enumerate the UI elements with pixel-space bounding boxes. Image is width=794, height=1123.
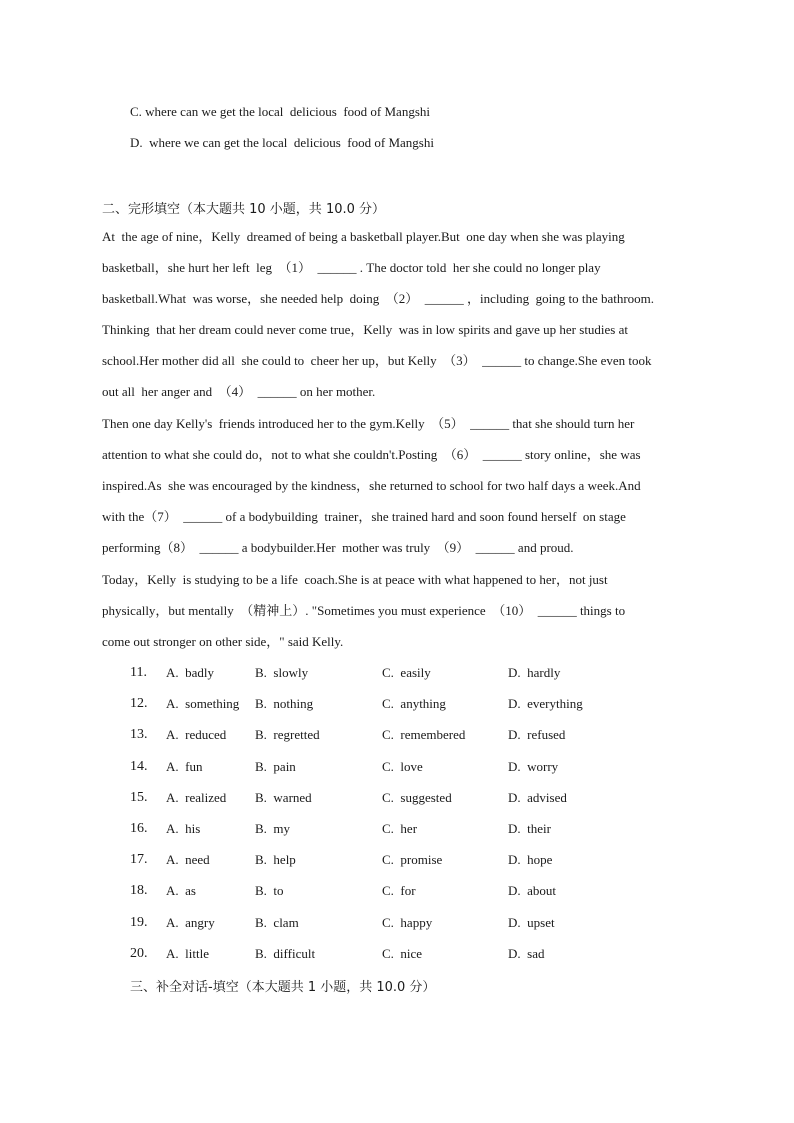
- passage-line: performing（8） ______ a bodybuilder.Her mother was truly （9） ______ and proud.: [102, 540, 574, 555]
- option-d: D. hardly: [508, 665, 561, 680]
- passage-line: Today，Kelly is studying to be a life coach.She is at peace with what happened to her，not just: [102, 572, 608, 587]
- option-b: B. slowly: [255, 665, 309, 680]
- passage-line: come out stronger on other side，" said Kelly.: [102, 634, 344, 649]
- passage-line: inspired.As she was encouraged by the kindness，she returned to school for two half days a week.And: [102, 478, 641, 493]
- question-number: 12.: [130, 696, 148, 711]
- question-number: 20.: [130, 946, 148, 961]
- option-d-text: D. where we can get the local delicious food of Mangshi: [130, 135, 434, 150]
- option-b: B. warned: [255, 790, 312, 805]
- option-d: D. their: [508, 821, 551, 836]
- passage-line: Thinking that her dream could never come true，Kelly was in low spirits and gave up her studies at: [102, 322, 628, 337]
- option-a: A. badly: [166, 665, 215, 680]
- option-c: C. her: [382, 821, 418, 836]
- option-a: A. little: [166, 946, 209, 961]
- option-d: D. sad: [508, 946, 545, 961]
- option-c: C. happy: [382, 915, 433, 930]
- option-c: C. promise: [382, 852, 443, 867]
- option-b: B. my: [255, 821, 291, 836]
- question-number: 18.: [130, 883, 148, 898]
- passage-line: basketball，she hurt her left leg （1） ______ . The doctor told her she could no longer play: [102, 260, 601, 275]
- option-b: B. regretted: [255, 727, 320, 742]
- option-b: B. pain: [255, 759, 296, 774]
- passage-line: school.Her mother did all she could to cheer her up，but Kelly （3） ______ to change.She even took: [102, 353, 652, 368]
- option-d: D. advised: [508, 790, 567, 805]
- passage-line: At the age of nine，Kelly dreamed of being a basketball player.But one day when she was playing: [102, 229, 625, 244]
- option-b: B. to: [255, 883, 284, 898]
- question-number: 13.: [130, 727, 148, 742]
- option-a: A. angry: [166, 915, 215, 930]
- passage-line: attention to what she could do，not to what she couldn't.Posting （6） ______ story online，she was: [102, 447, 641, 462]
- option-a: A. reduced: [166, 727, 227, 742]
- option-a: A. need: [166, 852, 210, 867]
- option-d: D. upset: [508, 915, 555, 930]
- option-a: A. his: [166, 821, 201, 836]
- option-a: A. realized: [166, 790, 227, 805]
- passage-line: basketball.What was worse，she needed help doing （2） ______ ，including going to the bathroom.: [102, 291, 655, 306]
- question-number: 16.: [130, 821, 148, 836]
- option-d: D. worry: [508, 759, 559, 774]
- option-a: A. as: [166, 883, 196, 898]
- section-heading-dialogue: 三、补全对话-填空（本大题共 1 小题，共 10.0 分）: [130, 980, 436, 995]
- question-number: 14.: [130, 759, 148, 774]
- option-a: A. something: [166, 696, 240, 711]
- option-c: C. love: [382, 759, 423, 774]
- option-b: B. nothing: [255, 696, 314, 711]
- option-d: D. refused: [508, 727, 566, 742]
- option-d: D. about: [508, 883, 557, 898]
- option-b: B. clam: [255, 915, 299, 930]
- option-a: A. fun: [166, 759, 203, 774]
- passage-line: out all her anger and （4） ______ on her mother.: [102, 384, 376, 399]
- question-number: 11.: [130, 665, 147, 680]
- option-c: C. anything: [382, 696, 446, 711]
- option-c: C. easily: [382, 665, 431, 680]
- option-c: C. nice: [382, 946, 423, 961]
- option-d: D. hope: [508, 852, 553, 867]
- question-number: 15.: [130, 790, 148, 805]
- option-c-text: C. where can we get the local delicious food of Mangshi: [130, 104, 430, 119]
- passage-line: physically，but mentally （精神上）. "Sometimes you must experience （10） ______ things to: [102, 603, 626, 618]
- option-c: C. for: [382, 883, 416, 898]
- option-b: B. difficult: [255, 946, 316, 961]
- passage-line: with the（7） ______ of a bodybuilding trainer，she trained hard and soon found herself on stage: [102, 509, 626, 524]
- question-number: 17.: [130, 852, 148, 867]
- passage-line: Then one day Kelly's friends introduced her to the gym.Kelly （5） ______ that she should turn her: [102, 416, 635, 431]
- question-number: 19.: [130, 915, 148, 930]
- option-b: B. help: [255, 852, 296, 867]
- option-d: D. everything: [508, 696, 583, 711]
- option-c: C. remembered: [382, 727, 466, 742]
- option-c: C. suggested: [382, 790, 452, 805]
- section-heading-cloze: 二、完形填空（本大题共 10 小题，共 10.0 分）: [102, 202, 386, 217]
